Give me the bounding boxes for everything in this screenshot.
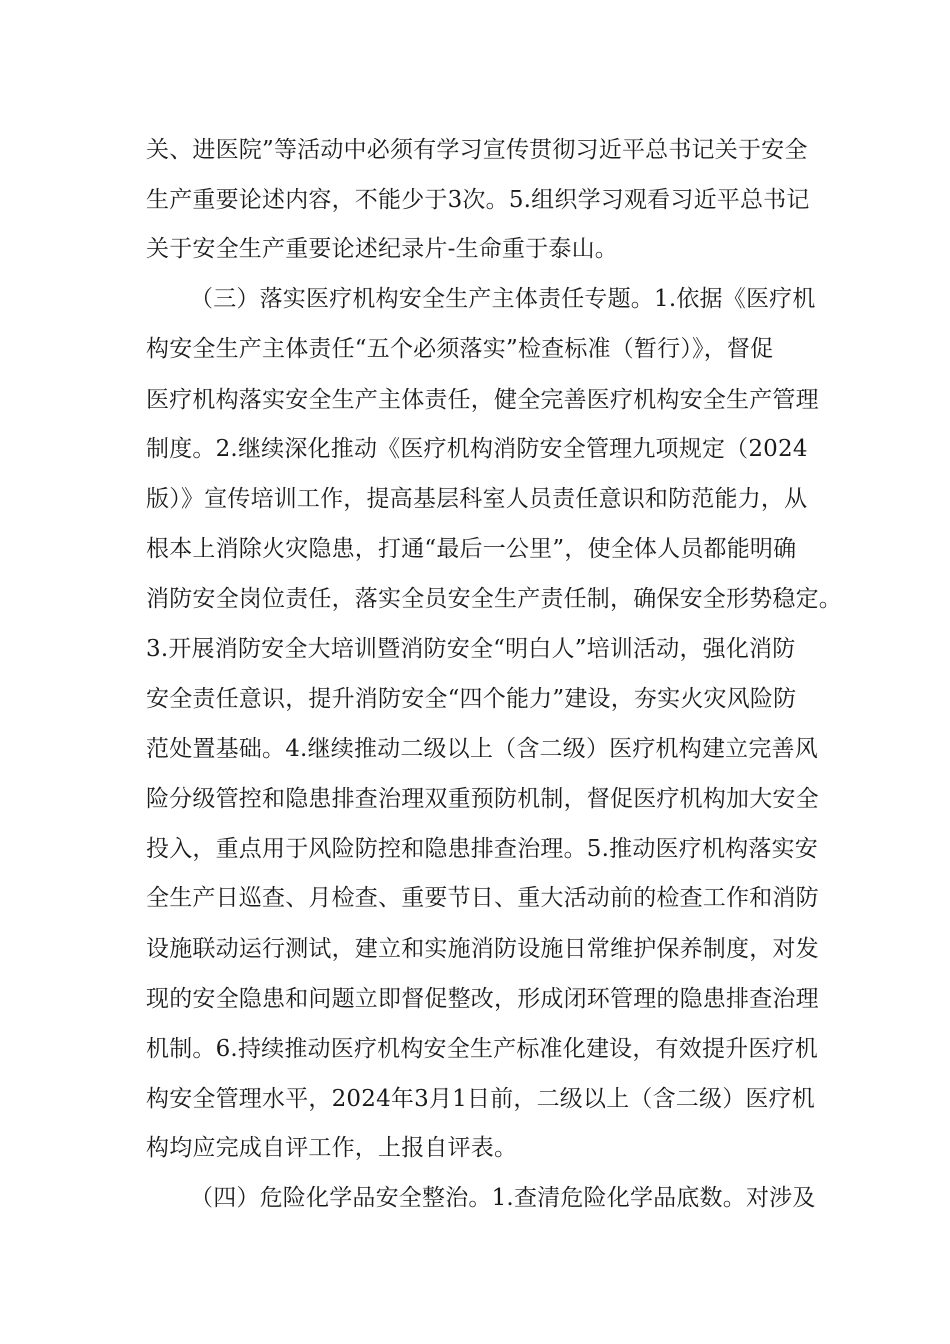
text-line: 制度。2.继续深化推动《医疗机构消防安全管理九项规定（2024 — [146, 436, 808, 462]
text-line: 范处置基础。4.继续推动二级以上（含二级）医疗机构建立完善风 — [146, 736, 818, 762]
text-line: 3.开展消防安全大培训暨消防安全“明白人”培训活动，强化消防 — [146, 636, 796, 662]
text-line: 构安全管理水平，2024年3月1日前，二级以上（含二级）医疗机 — [146, 1086, 815, 1112]
text-line: 现的安全隐患和问题立即督促整改，形成闭环管理的隐患排查治理 — [146, 986, 819, 1012]
text-line: 险分级管控和隐患排查治理双重预防机制，督促医疗机构加大安全 — [146, 786, 819, 812]
text-line: 设施联动运行测试，建立和实施消防设施日常维护保养制度，对发 — [146, 936, 819, 962]
text-line: 安全责任意识，提升消防安全“四个能力”建设，夯实火灾风险防 — [146, 686, 797, 712]
text-line: 医疗机构落实安全生产主体责任，健全完善医疗机构安全生产管理 — [146, 387, 819, 413]
paragraph-heading-3: （三）落实医疗机构安全生产主体责任专题。1.依据《医疗机 — [190, 286, 816, 312]
text-line: 构安全生产主体责任“五个必须落实”检查标准（暂行）》，督促 — [146, 336, 774, 362]
text-line: 机制。6.持续推动医疗机构安全生产标准化建设，有效提升医疗机 — [146, 1036, 818, 1062]
text-line: 消防安全岗位责任，落实全员安全生产责任制，确保安全形势稳定。 — [146, 586, 842, 612]
text-line: 根本上消除火灾隐患，打通“最后一公里”，使全体人员都能明确 — [146, 536, 797, 562]
text-line: 投入，重点用于风险防控和隐患排查治理。5.推动医疗机构落实安 — [146, 836, 818, 862]
text-line: 生产重要论述内容，不能少于3次。5.组织学习观看习近平总书记 — [146, 187, 810, 213]
text-line: 构均应完成自评工作，上报自评表。 — [146, 1135, 518, 1161]
text-line: 关、进医院”等活动中必须有学习宣传贯彻习近平总书记关于安全 — [146, 137, 808, 163]
text-line: 全生产日巡查、月检查、重要节日、重大活动前的检查工作和消防 — [146, 885, 819, 911]
text-line: 版）》宣传培训工作，提高基层科室人员责任意识和防范能力，从 — [146, 486, 808, 512]
paragraph-heading-4: （四）危险化学品安全整治。1.查清危险化学品底数。对涉及 — [190, 1185, 816, 1211]
text-line: 关于安全生产重要论述纪录片-生命重于泰山。 — [146, 236, 618, 262]
